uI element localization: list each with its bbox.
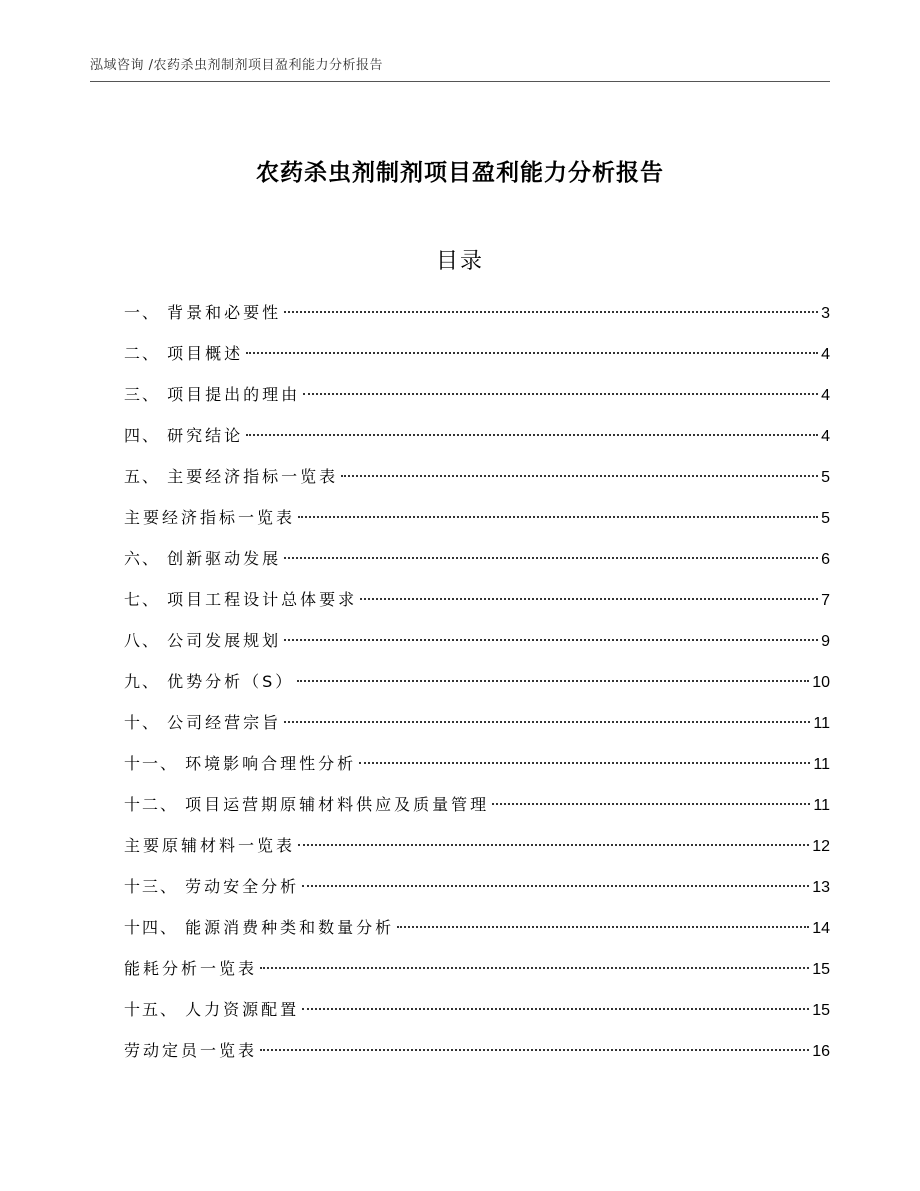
toc-entry-page: 15 <box>812 961 830 978</box>
table-of-contents <box>124 298 830 1077</box>
toc-dot-leader <box>246 434 818 436</box>
toc-dot-leader <box>284 721 810 723</box>
toc-entry-label: 主要经济指标一览表 <box>124 508 296 527</box>
toc-entry[interactable] <box>124 954 830 995</box>
document-title: 农药杀虫剂制剂项目盈利能力分析报告 <box>256 160 664 186</box>
toc-entry-number: 八、 <box>124 631 168 650</box>
toc-entry-page: 11 <box>813 756 830 773</box>
toc-entry-number: 一、 <box>124 303 168 322</box>
toc-entry-number: 十、 <box>124 713 168 732</box>
toc-entry-number: 十三、 <box>124 877 186 896</box>
toc-entry[interactable] <box>124 790 830 831</box>
toc-entry-label: 项目提出的理由 <box>167 385 301 404</box>
toc-entry-label: 背景和必要性 <box>167 303 282 322</box>
toc-entry-page: 11 <box>813 715 830 732</box>
toc-entry-number: 九、 <box>124 672 168 691</box>
toc-entry-number: 十四、 <box>124 918 186 937</box>
toc-entry-page: 15 <box>812 1002 830 1019</box>
toc-entry-label: 研究结论 <box>167 426 244 445</box>
toc-entry-label: 主要原辅材料一览表 <box>124 836 296 855</box>
toc-entry[interactable] <box>124 708 830 749</box>
toc-entry-label: 创新驱动发展 <box>167 549 282 568</box>
toc-entry[interactable] <box>124 831 830 872</box>
toc-entry-page: 16 <box>812 1043 830 1060</box>
toc-entry-page: 3 <box>821 305 830 322</box>
toc-entry-label: 公司发展规划 <box>167 631 282 650</box>
toc-entry-label: 项目概述 <box>167 344 244 363</box>
toc-entry-number: 四、 <box>124 426 168 445</box>
toc-entry-number: 十五、 <box>124 1000 186 1019</box>
toc-entry-label: 劳动定员一览表 <box>124 1041 258 1060</box>
toc-entry-number: 十一、 <box>124 754 186 773</box>
toc-dot-leader <box>302 1008 809 1010</box>
toc-dot-leader <box>359 762 810 764</box>
toc-entry-page: 5 <box>821 469 830 486</box>
toc-dot-leader <box>260 1049 809 1051</box>
toc-entry[interactable] <box>124 872 830 913</box>
toc-entry[interactable] <box>124 995 830 1036</box>
toc-entry[interactable] <box>124 339 830 380</box>
toc-entry-page: 14 <box>812 920 830 937</box>
toc-entry-page: 4 <box>821 387 830 404</box>
toc-entry-page: 12 <box>812 838 830 855</box>
toc-entry[interactable] <box>124 1036 830 1077</box>
toc-dot-leader <box>492 803 810 805</box>
toc-dot-leader <box>303 393 818 395</box>
running-header: 泓域咨询 /农药杀虫剂制剂项目盈利能力分析报告 <box>90 57 830 82</box>
toc-entry[interactable] <box>124 749 830 790</box>
toc-dot-leader <box>284 311 818 313</box>
toc-entry[interactable] <box>124 380 830 421</box>
toc-dot-leader <box>302 885 809 887</box>
toc-entry-label: 人力资源配置 <box>185 1000 300 1019</box>
toc-entry[interactable] <box>124 462 830 503</box>
toc-entry-page: 10 <box>812 674 830 691</box>
toc-entry-number: 七、 <box>124 590 168 609</box>
toc-entry[interactable] <box>124 913 830 954</box>
toc-dot-leader <box>297 680 809 682</box>
toc-entry-label: 主要经济指标一览表 <box>167 467 339 486</box>
toc-entry-label: 公司经营宗旨 <box>167 713 282 732</box>
toc-dot-leader <box>360 598 818 600</box>
toc-entry-number: 六、 <box>124 549 168 568</box>
toc-dot-leader <box>341 475 818 477</box>
toc-entry[interactable] <box>124 626 830 667</box>
toc-dot-leader <box>246 352 818 354</box>
toc-dot-leader <box>284 639 818 641</box>
toc-entry-label: 环境影响合理性分析 <box>185 754 357 773</box>
toc-dot-leader <box>298 844 809 846</box>
toc-entry-page: 4 <box>821 346 830 363</box>
toc-entry-label: 项目运营期原辅材料供应及质量管理 <box>185 795 490 814</box>
toc-entry[interactable] <box>124 667 830 708</box>
toc-entry-label: 劳动安全分析 <box>185 877 300 896</box>
toc-entry-label: 优势分析（S） <box>167 672 295 691</box>
toc-entry-number: 十二、 <box>124 795 186 814</box>
toc-entry-number: 三、 <box>124 385 168 404</box>
toc-entry-page: 4 <box>821 428 830 445</box>
toc-dot-leader <box>298 516 818 518</box>
toc-entry-label: 能耗分析一览表 <box>124 959 258 978</box>
toc-entry-page: 7 <box>821 592 830 609</box>
toc-entry[interactable] <box>124 298 830 339</box>
toc-entry-number: 二、 <box>124 344 168 363</box>
toc-entry-label: 项目工程设计总体要求 <box>167 590 358 609</box>
toc-dot-leader <box>284 557 818 559</box>
toc-entry[interactable] <box>124 503 830 544</box>
toc-entry-label: 能源消费种类和数量分析 <box>185 918 395 937</box>
toc-entry[interactable] <box>124 544 830 585</box>
toc-entry-number: 五、 <box>124 467 168 486</box>
toc-entry-page: 11 <box>813 797 830 814</box>
toc-dot-leader <box>260 967 809 969</box>
toc-entry[interactable] <box>124 585 830 626</box>
toc-entry[interactable] <box>124 421 830 462</box>
toc-dot-leader <box>397 926 809 928</box>
toc-entry-page: 9 <box>821 633 830 650</box>
toc-heading: 目录 <box>435 249 484 274</box>
toc-entry-page: 13 <box>812 879 830 896</box>
toc-entry-page: 5 <box>821 510 830 527</box>
toc-entry-page: 6 <box>821 551 830 568</box>
